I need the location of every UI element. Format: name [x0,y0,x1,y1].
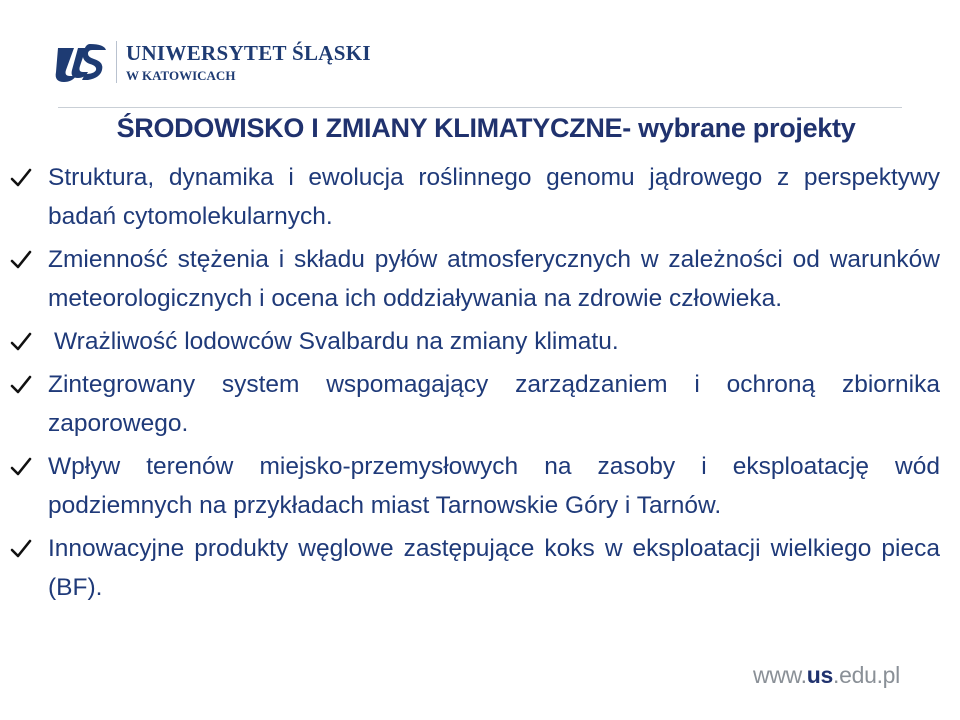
university-logo [52,36,371,88]
list-item [10,158,940,236]
project-list [10,158,940,611]
slide-title: ŚRODOWISKO I ZMIANY KLIMATYCZNE- wybrane projekty [116,113,856,143]
list-item-text: Wpływ terenów miejsko-przemysłowych na zasoby i eksploatację wód podziemnych na przykładach miast Tarnowskie Góry i Tarnów. [48,453,940,519]
logo-divider [116,41,117,83]
university-city: W KATOWICACH [126,67,236,83]
list-item [10,365,940,443]
list-item [10,447,940,525]
checkmark-icon [10,538,32,560]
university-name: UNIWERSYTET ŚLĄSKI [126,40,371,65]
checkmark-icon [10,249,32,271]
checkmark-icon [10,374,32,396]
url-suffix: .edu.pl [833,662,900,688]
url-domain: us [806,662,834,688]
list-item [10,529,940,607]
footer-website-link[interactable] [753,662,900,689]
list-item-text: Wrażliwość lodowców Svalbardu na zmiany klimatu. [54,328,619,355]
list-item-text: Zmienność stężenia i składu pyłów atmosferycznych w zależności od warunków meteorologicznych i ocena ich oddziaływania na zdrowie człowieka. [48,246,940,312]
list-item-text: Struktura, dynamika i ewolucja roślinnego genomu jądrowego z perspektywy badań cytomolekularnych. [48,164,940,230]
list-item [10,322,940,361]
checkmark-icon [10,167,32,189]
list-item-text: Zintegrowany system wspomagający zarządzaniem i ochroną zbiornika zaporowego. [48,371,940,437]
header-divider [58,107,902,108]
list-item-text: Innowacyjne produkty węglowe zastępujące koks w eksploatacji wielkiego pieca (BF). [48,535,940,601]
checkmark-icon [10,456,32,478]
url-prefix: www. [753,662,807,688]
us-logo-mark-icon [52,40,108,84]
checkmark-icon [10,331,32,353]
logo-wordmark [126,40,371,83]
list-item [10,240,940,318]
